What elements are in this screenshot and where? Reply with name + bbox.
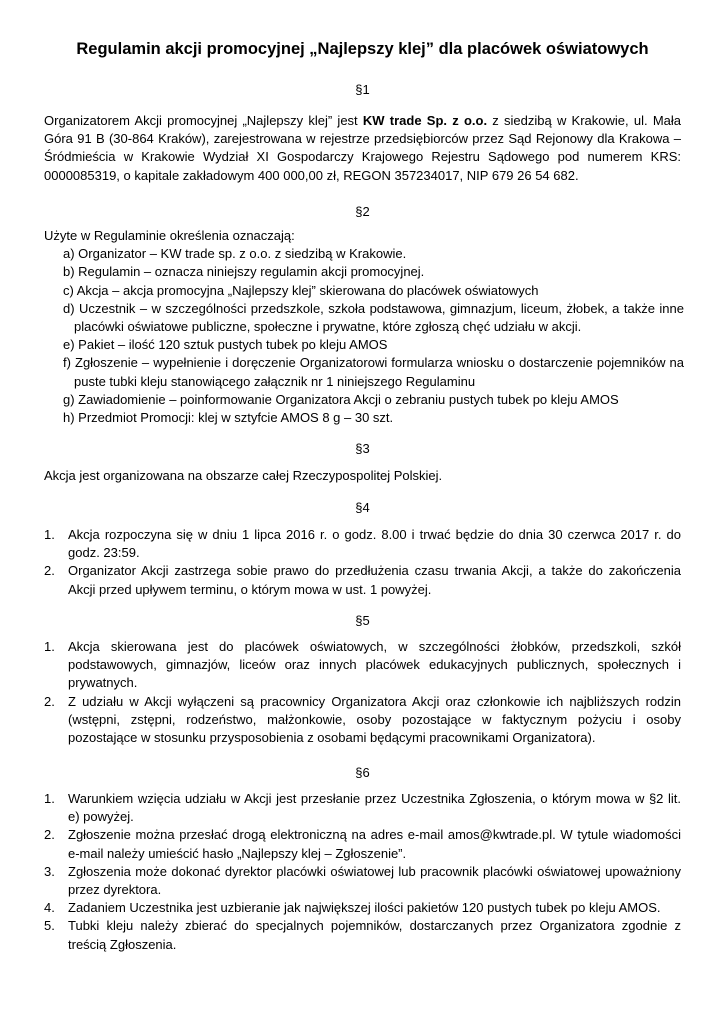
definition-item: b) Regulamin – oznacza niniejszy regulamin akcji promocyjnej. [63,264,425,280]
list-item-number: 1. [44,791,55,806]
definition-item: c) Akcja – akcja promocyjna „Najlepszy klej” skierowana do placówek oświatowych [63,282,539,298]
section-3-heading: §3 [355,441,370,456]
definition-item: a) Organizator – KW trade sp. z o.o. z siedzibą w Krakowie. [63,246,407,262]
section-3-paragraph: Akcja jest organizowana na obszarze całej Rzeczypospolitej Polskiej. [44,468,443,483]
section-1-text-start: Organizatorem Akcji promocyjnej „Najlepszy klej” jest [44,113,363,128]
list-item-number: 4. [44,900,55,916]
section-6-heading: §6 [355,765,370,780]
section-1-paragraph [44,112,681,185]
list-item-text: Warunkiem wzięcia udziału w Akcji jest przesłanie przez Uczestnika Zgłoszenia, o którym mowa w §2 lit. e) powyżej. [68,791,681,825]
list-item [44,693,681,748]
list-item-text: Zgłoszenie można przesłać drogą elektroniczną na adres e-mail amos@kwtrade.pl. W tytule wiadomości e-mail należy umieścić hasło „Najlepszy klej – Zgłoszenie”. [68,827,681,861]
list-item-text: Akcja rozpoczyna się w dniu 1 lipca 2016 r. o godz. 8.00 i trwać będzie do dnia 30 czerwca 2017 r. do godz. 23:59. [68,527,681,561]
section-5-list [44,638,681,747]
definition-item: h) Przedmiot Promocji: klej w sztyfcie AMOS 8 g – 30 szt. [63,410,394,426]
section-1-text-end: z siedzibą w Krakowie, ul. Mała Góra 91 B (30-864 Kraków), zarejestrowana w rejestrze przedsiębiorców przez Sąd Rejonowy dla Krakowa – Śródmieścia w Krakowie Wydział XI Gospodarczy Krajowego Rejestru Sądowego pod numerem KRS: 0000085319, o kapitale zakładowym 400 000,00 zł, REGON 357234017, NIP 679 26 54 682. [44,113,681,183]
list-item-text: Akcja skierowana jest do placówek oświatowych, w szczególności żłobków, przedszkoli, szkół podstawowych, gimnazjów, liceów oraz innych placówek edukacyjnych publicznych, społecznych i prywatnych. [68,639,681,691]
list-item-number: 2. [44,693,55,709]
definition-item: g) Zawiadomienie – poinformowanie Organizatora Akcji o zebraniu pustych tubek po kleju AMOS [63,391,619,407]
list-item-number: 3. [44,863,55,879]
list-item [44,638,681,693]
list-item-number: 2. [44,563,55,579]
list-item-text: Organizator Akcji zastrzega sobie prawo do przedłużenia czasu trwania Akcji, a także do zakończenia Akcji przed upływem terminu, o którym mowa w ust. 1 powyżej. [68,563,681,597]
definitions-list [44,227,684,427]
list-item-text: Zadaniem Uczestnika jest uzbieranie jak największej ilości pakietów 120 pustych tubek po kleju AMOS. [68,900,661,916]
list-item [44,526,681,562]
list-item-text: Z udziału w Akcji wyłączeni są pracownicy Organizatora Akcji oraz członkowie ich najbliższych rodzin (wstępni, zstępni, rodzeństwo, małżonkowie, osoby pozostające w faktycznym pożyciu i osoby pozostające w stosunku przysposobienia z osobami będącymi pracownikami Organizatora). [68,693,681,746]
section-4-list [44,526,681,599]
list-item-text: Tubki kleju należy zbierać do specjalnych pojemników, dostarczanych przez Organizatora zgodnie z treścią Zgłoszenia. [68,918,681,952]
list-item [44,826,681,862]
section-5-heading: §5 [355,613,370,628]
section-1-heading: §1 [355,82,370,97]
definition-item: f) Zgłoszenie – wypełnienie i doręczenie Organizatorowi formularza wniosku o dostarczenie pojemników na puste tubki kleju stanowiącego załącznik nr 1 niniejszego Regulaminu [63,355,684,389]
list-item-number: 5. [44,918,55,934]
list-item [44,790,681,826]
list-item-text: Zgłoszenia może dokonać dyrektor placówki oświatowej lub pracownik placówki oświatowej upoważniony przez dyrektora. [68,863,681,898]
list-item-number: 1. [44,639,55,654]
list-item-number: 2. [44,827,55,843]
document-title: Regulamin akcji promocyjnej „Najlepszy klej” dla placówek oświatowych [76,40,649,58]
list-item [44,917,681,953]
definition-item: d) Uczestnik – w szczególności przedszkole, szkoła podstawowa, gimnazjum, liceum, żłobek, a także inne placówki oświatowe publiczne, społeczne i prywatne, które zgłoszą chęć udziału w akcji. [63,300,684,335]
section-4-heading: §4 [355,500,370,515]
section-6-list [44,790,681,954]
definitions-intro: Użyte w Regulaminie określenia oznaczają: [44,228,295,243]
section-2-heading: §2 [355,204,370,219]
definition-item: e) Pakiet – ilość 120 sztuk pustych tubek po kleju AMOS [63,337,388,353]
list-item [44,899,681,917]
list-item-number: 1. [44,527,55,542]
organizer-name: KW trade Sp. z o.o. [362,113,488,128]
list-item [44,562,681,598]
list-item [44,863,681,899]
